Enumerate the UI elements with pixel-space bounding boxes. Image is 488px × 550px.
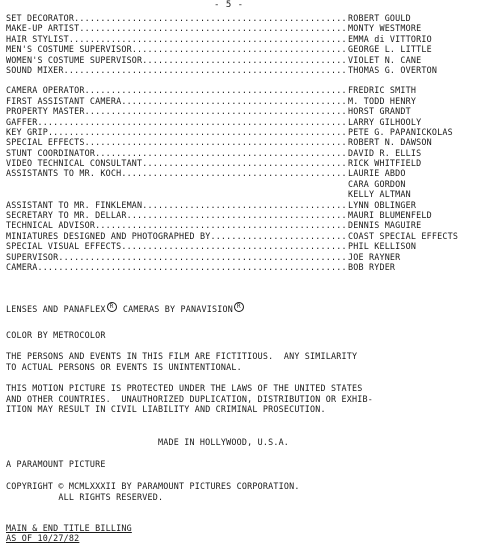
credit-role: CAMERA OPERATOR ..... (6, 85, 346, 95)
credit-role: SOUND MIXER ..... (6, 65, 346, 75)
credit-role: CAMERA ..... (6, 262, 346, 272)
credit-row (6, 158, 482, 168)
credit-role: WOMEN'S COSTUME SUPERVISOR ..... (6, 55, 346, 65)
credit-role: STUNT COORDINATOR ..... (6, 148, 346, 158)
group-gap (6, 75, 482, 85)
credit-row (6, 23, 482, 33)
credit-name: GEORGE L. LITTLE (348, 44, 432, 55)
credit-name: JOE RAYNER (348, 251, 401, 262)
credit-row (6, 179, 482, 189)
credit-row (6, 44, 482, 54)
credit-row (6, 148, 482, 158)
credits-list (6, 13, 482, 272)
credit-role: SECRETARY TO MR. DELLAR ..... (6, 210, 346, 220)
credit-name: THOMAS G. OVERTON (348, 64, 438, 75)
credit-name: M. TODD HENRY (348, 95, 417, 106)
credit-row (6, 96, 482, 106)
fictitious-notice: THE PERSONS AND EVENTS IN THIS FILM ARE FICTITIOUS. ANY SIMILARITY TO ACTUAL PERSONS OR EVENTS IS UNINTENTIONAL. (6, 351, 358, 372)
credit-name: LARRY GILHOOLY (348, 116, 422, 127)
page-number: - 5 - (214, 0, 244, 10)
credit-row (6, 241, 482, 251)
credit-row (6, 65, 482, 75)
protection-notice: THIS MOTION PICTURE IS PROTECTED UNDER THE LAWS OF THE UNITED STATES AND OTHER COUNTRIES. UNAUTHORIZED DUPLICATION, DISTRIBUTION OR EXHIB- ITION MAY RESULT IN CIVIL LIABILITY AND CRIMINAL PROSECUTION. (6, 383, 373, 414)
credit-row (6, 252, 482, 262)
credit-name: MONTY WESTMORE (348, 23, 422, 34)
credit-row (6, 210, 482, 220)
credit-role: HAIR STYLIST ..... (6, 34, 346, 44)
credit-row (6, 262, 482, 272)
credit-role: MEN'S COSTUME SUPERVISOR ..... (6, 44, 346, 54)
credit-role: SPECIAL VISUAL EFFECTS ..... (6, 241, 346, 251)
color-line: COLOR BY METROCOLOR (6, 330, 106, 340)
credit-row (6, 106, 482, 116)
lenses-line (6, 302, 245, 315)
credit-row (6, 231, 482, 241)
lenses-text-1: LENSES AND PANAFLEX (6, 304, 106, 314)
credit-row (6, 127, 482, 137)
credit-name: BOB RYDER (348, 261, 396, 272)
credit-row (6, 34, 482, 44)
credit-row (6, 137, 482, 147)
registered-icon: R (234, 302, 244, 312)
credit-role: VIDEO TECHNICAL CONSULTANT ..... (6, 158, 346, 168)
paramount-line: A PARAMOUNT PICTURE (6, 459, 106, 469)
credit-row (6, 220, 482, 230)
credit-role: FIRST ASSISTANT CAMERA ..... (6, 96, 346, 106)
credit-row (6, 168, 482, 178)
credit-role: SUPERVISOR ..... (6, 252, 346, 262)
credit-role: ASSISTANTS TO MR. KOCH ..... (6, 168, 346, 178)
credit-row (6, 85, 482, 95)
credit-role (6, 179, 346, 189)
credits-group-2 (6, 85, 482, 272)
credit-role: SET DECORATOR ..... (6, 13, 346, 23)
billing-date: AS OF 10/27/82 (6, 533, 80, 543)
credit-role: SPECIAL EFFECTS ..... (6, 137, 346, 147)
credit-role: MAKE-UP ARTIST ..... (6, 23, 346, 33)
credit-name: HORST GRANDT (348, 106, 411, 117)
credit-name: PETE G. PAPANICKOLAS (348, 126, 453, 137)
credit-name: COAST SPECIAL EFFECTS (348, 230, 459, 241)
credit-name: ROBERT GOULD (348, 13, 411, 23)
credits-group-1 (6, 13, 482, 75)
credit-name: EMMA di VITTORIO (348, 33, 432, 44)
credit-role (6, 189, 346, 199)
copyright-notice: COPYRIGHT © MCMLXXXII BY PARAMOUNT PICTURES CORPORATION. ALL RIGHTS RESERVED. (6, 481, 300, 502)
credit-name: DENNIS MAGUIRE (348, 220, 422, 231)
made-in-line: MADE IN HOLLYWOOD, U.S.A. (158, 437, 290, 447)
credit-name: PHIL KELLISON (348, 241, 417, 252)
credit-name: MAURI BLUMENFELD (348, 210, 432, 221)
credit-role: TECHNICAL ADVISOR ..... (6, 220, 346, 230)
credit-row (6, 189, 482, 199)
registered-icon: R (107, 302, 117, 312)
credit-name: DAVID R. ELLIS (348, 147, 422, 158)
credit-role: GAFFER ..... (6, 117, 346, 127)
credit-row (6, 117, 482, 127)
credit-name: LAURIE ABDO (348, 168, 406, 179)
credit-name: VIOLET N. CANE (348, 54, 422, 65)
credit-name: RICK WHITFIELD (348, 158, 422, 169)
credit-name: ROBERT N. DAWSON (348, 137, 432, 148)
credit-name: FREDRIC SMITH (348, 85, 417, 96)
lenses-text-2: CAMERAS BY PANAVISION (117, 304, 233, 314)
credit-name: CARA GORDON (348, 178, 406, 189)
credit-name: LYNN OBLINGER (348, 199, 417, 210)
credit-role: PROPERTY MASTER ..... (6, 106, 346, 116)
credit-row (6, 55, 482, 65)
credit-role: KEY GRIP ..... (6, 127, 346, 137)
credit-role: MINIATURES DESIGNED AND PHOTOGRAPHED BY ..... (6, 231, 346, 241)
credit-row (6, 200, 482, 210)
credit-role: ASSISTANT TO MR. FINKLEMAN ..... (6, 200, 346, 210)
credit-row (6, 13, 482, 23)
billing-title: MAIN & END TITLE BILLING (6, 523, 132, 533)
credit-name: KELLY ALTMAN (348, 189, 411, 200)
